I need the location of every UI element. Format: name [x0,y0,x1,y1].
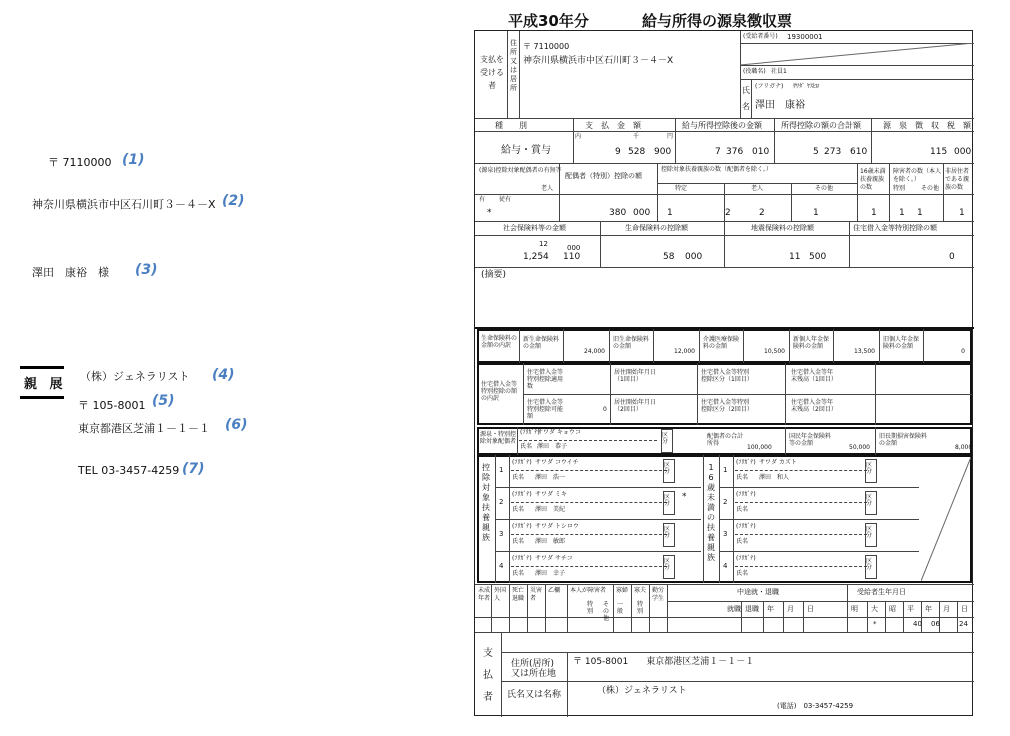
spouse-status-sub: 老人 [541,185,554,192]
recipient-name: 澤田 康裕 [755,100,805,111]
payer-name: （株）ジェネラリスト [597,686,687,696]
divider [559,163,560,221]
withholding-amount-1: 115 [930,147,948,157]
spouse-row-label: 源泉・特別控除対象配偶者 [480,431,517,445]
divider [567,584,568,632]
name-label: 氏名 [742,86,750,111]
life-item-label: 旧生命保険料の金額 [613,336,650,350]
divider [697,363,698,425]
divider [791,183,792,221]
disabled-header: 障害者の数（本人を除く。） [893,168,942,183]
divider [519,329,520,363]
dependent-furigana-label: (ﾌﾘｶﾞﾅ) [736,491,756,498]
status-header: 死亡退職 [512,587,525,602]
dependent-kubun: 区分 [664,494,671,507]
under16-header: 16歳未満扶養親族の数 [860,168,886,191]
annotation-6: (6) [225,417,248,433]
dependent-kubun: 区分 [866,494,873,507]
payment-type: 給与・賞与 [501,145,551,156]
divider [849,221,850,267]
dependent-name: 澤田 和人 [759,474,790,481]
spouse-status-header: (源泉)控除対象配偶者の有無等 [479,167,562,174]
divider [943,163,944,221]
dependent-name-label: 氏名 [512,506,525,513]
ins-header-life: 生命保険料の控除額 [625,224,688,232]
receiver-no-label: (受給者番号) [743,33,778,40]
spouse-kubun: 区分 [662,432,669,445]
dependent-furigana-label: (ﾌﾘｶﾞﾅ) [736,555,756,562]
position-label: (役職名) [743,68,766,75]
divider [733,551,734,583]
divider [785,427,786,455]
divider [475,267,974,268]
divider [509,551,510,583]
ins-header-quake: 地震保険料の控除額 [751,224,814,232]
dependent-name: 澤田 敏郎 [535,538,566,545]
divider [763,601,764,632]
kyuchoki-label: 旧長期損害保険料の金額 [879,433,928,447]
dependent-kubun: 区分 [866,462,873,475]
birth-value: 40 [913,620,922,628]
divider [867,601,868,632]
annotation-4: (4) [212,367,235,383]
unit-yen: 円 [667,133,674,140]
under16-count: 1 [871,208,877,218]
divider [741,601,742,632]
status-header: 本人が障害者 [570,587,607,594]
withholding-amount-2: 000 [954,147,972,157]
divider [610,363,611,425]
dependent-furigana-label: (ﾌﾘｶﾞﾅ) [512,555,532,562]
after-amount-2: 376 [726,147,744,157]
divider [511,566,667,567]
divider [774,119,775,163]
dependent-kubun: 区分 [866,526,873,539]
dep-sub-other: その他 [815,185,834,192]
divider [875,427,876,455]
envelope-recipient-name: 澤田 康裕 様 [32,266,109,279]
divider [657,163,658,221]
row-label-yes: 有 [479,196,486,203]
divider [785,363,786,425]
midway-sub: 就職 [727,605,741,613]
dependent-name-label: 氏名 [512,570,525,577]
divider [609,329,610,363]
birth-sub: 昭 [889,605,896,613]
dependent-furigana: サワダ トシロウ [535,523,579,530]
housing-r2-c1: 住宅借入金等特別控除可能額 [527,399,564,420]
divider [923,329,924,363]
disabled-sub-special: 特別 [893,185,906,192]
dependent-number: 1 [723,466,728,474]
dep-star: * [682,492,687,502]
divider [740,79,974,80]
amounts-header-payment: 支 払 金 額 [585,121,641,130]
midway-header: 中途就・退職 [737,588,779,596]
midway-sub: 日 [807,605,814,613]
divider [719,551,919,552]
social-amount-2: 000 [567,244,581,252]
spouse-amount-2: 000 [633,208,651,218]
divider [511,470,667,471]
payer-tel: (電話) 03-3457-4259 [777,702,854,710]
dependent-furigana: サワダ ミキ [535,491,567,498]
divider [509,584,510,632]
dep-sub-specific: 特定 [675,185,688,192]
status-header: 勤労学生 [652,587,665,602]
divider [875,363,876,425]
dependent-name-label: 氏名 [736,506,749,513]
divider [501,652,974,653]
dependent-kubun: 区分 [664,462,671,475]
after-amount-3: 010 [752,147,770,157]
birth-era-mark: * [873,620,877,628]
housing-r2-c3: 住宅借入金等特別控除区分（2回目） [701,399,753,413]
kyuchoki-amount: 8,000 [955,444,973,451]
payment-amount-3: 900 [654,147,672,157]
divider [719,487,919,488]
divider [527,584,528,632]
dependent-name: 澤田 浩一 [535,474,566,481]
payer-address: 〒 105-8001 東京都港区芝浦１－１－１ [573,657,755,667]
disabled-count-2: 1 [917,208,923,218]
ins-header-housing: 住宅借入金等特別控除の額 [853,224,937,232]
spouse-income-label: 配偶者の合計所得 [707,433,744,447]
spouse-income: 100,000 [747,444,772,451]
birth-value: 24 [959,620,968,628]
midway-sub: 年 [767,605,774,613]
dependent-furigana-label: (ﾌﾘｶﾞﾅ) [736,459,756,466]
divider [879,329,880,363]
dependents-header: 控除対象扶養親族の数（配偶者を除く。） [661,166,772,173]
life-item-value: 12,000 [674,348,695,355]
life-item-value: 0 [961,348,965,355]
quake-amount-2: 500 [809,252,827,262]
deduct-amount-3: 610 [850,147,868,157]
divider [740,65,974,66]
dependent-furigana: サワダ サチコ [535,555,573,562]
divider [519,440,657,441]
life-item-value: 10,500 [764,348,785,355]
disabled-sub-other: その他 [921,185,940,192]
position-value: 社員1 [771,68,787,75]
divider [475,617,974,618]
dependent-number: 4 [723,562,728,570]
nenkin-label: 国民年金保険料等の金額 [789,433,832,447]
dependent-number: 2 [723,498,728,506]
divider [475,131,974,132]
birth-sub: 平 [907,605,914,613]
divider [495,519,701,520]
dep-sub-elderly: 老人 [751,185,764,192]
dependent-name-label: 氏名 [736,570,749,577]
divider [567,652,568,717]
divider [803,601,804,632]
divider [657,183,857,184]
housing-detail-label: 住宅借入金等特別控除の額の内訳 [481,381,518,402]
status-sub: 特別 [587,601,594,615]
sender-company: （株）ジェネラリスト [80,370,190,383]
divider [600,221,601,267]
divider [699,329,700,363]
divider [847,584,848,632]
divider [735,502,867,503]
under16-label: 16歳未満の扶養親族 [707,463,715,562]
dep-count-3: 2 [759,208,765,218]
divider [517,427,518,455]
divider [545,584,546,632]
annotation-7: (7) [182,461,205,477]
dependent-number: 4 [499,562,504,570]
dependent-name-label: 氏名 [512,474,525,481]
divider [523,394,972,395]
birth-sub: 大 [871,605,878,613]
spouse-mark: * [487,208,492,218]
divider [573,119,574,163]
housing-amount: 0 [949,252,955,262]
after-amount-1: 7 [715,147,721,157]
life-item-value: 13,500 [854,348,875,355]
divider [475,584,974,585]
divider [885,601,886,632]
spouse-name-label: 氏名 [520,443,533,450]
housing-r2-c2: 居住開始年月日（2回目） [614,399,657,413]
housing-r1-c1: 住宅借入金等特別控除適用数 [527,369,564,390]
dependent-kubun: 区分 [866,558,873,571]
dependent-name-label: 氏名 [512,538,525,545]
amounts-header-deduct: 所得控除の額の合計額 [781,121,861,130]
life-item-label: 新個人年金保険料の金額 [793,336,830,350]
birth-sub: 年 [925,605,932,613]
midway-sub: 月 [787,605,794,613]
status-sub: その他 [603,601,610,622]
dependent-name-label: 氏名 [736,474,749,481]
life-detail-label: 生命保険料の金額の内訳 [481,335,518,349]
right-diagonal [921,457,971,581]
dependents-label: 控除対象扶養親族 [482,463,490,542]
dependent-furigana-label: (ﾌﾘｶﾞﾅ) [512,523,532,530]
dependent-name-label: 氏名 [736,538,749,545]
life-item-value: 24,000 [584,348,605,355]
deduct-amount-1: 5 [813,147,819,157]
birth-sub: 月 [943,605,950,613]
quake-amount-1: 11 [789,252,801,262]
remarks-label: (摘要) [481,270,507,280]
divider [649,584,650,632]
social-amount-1: 12 [539,240,548,248]
divider [735,534,867,535]
form-title: 給与所得の源泉徴収票 [642,12,793,30]
divider [667,601,974,602]
housing-r1-c3: 住宅借入金等特別控除区分（1回目） [701,369,753,383]
dependent-number: 3 [499,530,504,538]
dep-count-1: 1 [667,208,673,218]
divider [724,221,725,267]
annotation-3: (3) [135,262,158,278]
annotation-1: (1) [122,152,145,168]
birth-sub: 明 [851,605,858,613]
divider [733,487,734,519]
divider [889,163,890,221]
spouse-furigana-label: (ﾌﾘｶﾞﾅ) [520,429,540,436]
nonresident-count: 1 [959,208,965,218]
birth-sub: 日 [961,605,968,613]
dependent-kubun: 区分 [664,558,671,571]
divider [735,566,867,567]
status-header: 外国人 [494,587,507,602]
life-item-label: 介護医療保険料の金額 [703,336,740,350]
status-header: 寡婦 [616,587,629,594]
divider [789,329,790,363]
confidential-mark: 親 展 [24,377,67,392]
receiver-no: 19300001 [787,33,823,41]
divider [509,487,510,519]
divider [871,119,872,163]
disabled-count-1: 1 [899,208,905,218]
divider [509,455,510,487]
unit-uchi: 内 [575,133,582,140]
divider [495,551,701,552]
spouse-amount-1: 380 [609,208,627,218]
withholding-slip [474,30,973,716]
amounts-header-after: 給与所得控除後の金額 [682,121,762,130]
dependent-furigana: サワダ コウイチ [535,459,579,466]
divider [667,584,668,632]
furigana-label: (フリガナ) [755,83,784,90]
dep-count-4: 1 [813,208,819,218]
status-header: 未成年者 [478,587,491,602]
dependent-number: 3 [723,530,728,538]
housing-r1-c4: 住宅借入金等年末残高（1回目） [791,369,837,383]
divider [857,163,858,221]
recipient-address: 神奈川県横浜市中区石川町３－４－X [523,56,674,66]
divider [783,601,784,632]
recipient-furigana: ｻﾜﾀﾞ ﾔｽﾋﾛ [793,83,819,90]
payment-amount-2: 528 [628,147,646,157]
amounts-header-type: 種 別 [495,121,527,130]
divider [501,632,502,717]
divider [511,502,667,503]
recipient-postal: 〒 7110000 [523,42,570,51]
address-label: 住所又は居所 [510,39,517,92]
divider [719,519,919,520]
divider [903,601,904,632]
dependent-number: 1 [499,466,504,474]
life-item-label: 新生命保険料の金額 [523,336,560,350]
divider [507,31,508,119]
sender-address: 東京都港区芝浦１－１－１ [78,422,210,435]
dependent-kubun: 区分 [664,526,671,539]
divider [511,534,667,535]
divider [675,119,676,163]
divider [519,31,520,119]
divider [491,584,492,632]
divider [735,470,867,471]
life-amount-2: 000 [685,252,703,262]
divider [703,455,704,583]
nonresident-header: 非居住者である親族の数 [945,168,970,191]
envelope-postal: 〒 7110000 [48,156,112,169]
dependent-furigana-label: (ﾌﾘｶﾞﾅ) [512,491,532,498]
spouse-name: 澤田 恭子 [537,443,568,450]
deduct-amount-2: 273 [824,147,842,157]
divider [631,584,632,632]
envelope-address: 神奈川県横浜市中区石川町３－４－X [32,198,216,211]
status-sub: 一般 [617,601,624,615]
divider [501,681,974,682]
nenkin-amount: 50,000 [849,444,870,451]
dep-count-2: 2 [725,208,731,218]
social-amount-3: 1,254 [523,252,549,262]
dependent-furigana-label: (ﾌﾘｶﾞﾅ) [512,459,532,466]
dependent-name: 澤田 幸子 [535,570,566,577]
housing-r1-c2: 居住開始年月日（1回目） [614,369,657,383]
status-header: 寡夫 [634,587,647,594]
confidential-bottom-bar [20,396,64,399]
dependent-number: 2 [499,498,504,506]
annotation-5: (5) [152,393,175,409]
form-title-year: 平成30年分 [508,12,589,30]
divider [495,487,701,488]
sender-postal: 〒 105-8001 [78,399,146,412]
divider [475,632,974,633]
payment-amount-1: 9 [615,147,621,157]
sender-tel: TEL 03-3457-4259 [78,464,180,477]
dependent-furigana: サワダ カズト [759,459,797,466]
midway-sub: 退職 [745,605,759,613]
birth-value: 06 [931,620,940,628]
spouse-deduction-header: 配偶者（特別）控除の額 [565,172,642,180]
birth-header: 受給者生年月日 [857,588,906,596]
divider [653,329,654,363]
status-sub: 特別 [637,601,644,615]
divider [733,519,734,551]
spouse-furigana: サワダ キョウコ [537,429,581,436]
row-label-sub: 従有 [499,196,512,203]
dependent-name: 澤田 美紀 [535,506,566,513]
annotation-2: (2) [222,193,245,209]
recipient-label: 支払を受ける者 [480,55,504,90]
divider [957,601,958,632]
divider [751,79,752,119]
confidential-top-bar [20,366,64,369]
blank-diagonal [740,43,974,65]
life-amount-1: 58 [663,252,675,262]
payer-address-label: 住所(居所)又は所在地 [511,659,557,679]
divider [613,584,614,632]
unit-thousand: 千 [633,133,640,140]
payer-label: 支払者 [483,648,493,703]
amounts-header-withholding: 源 泉 徴 収 税 額 [883,121,971,130]
dependent-furigana-label: (ﾌﾘｶﾞﾅ) [736,523,756,530]
housing-possible-value: 0 [603,406,607,413]
divider [833,329,834,363]
status-header: 災害者 [530,587,543,602]
divider [509,519,510,551]
divider [743,329,744,363]
status-header: 乙欄 [548,587,561,594]
housing-r2-c4: 住宅借入金等年末残高（2回目） [791,399,837,413]
payer-name-label: 氏名又は名称 [507,690,562,700]
divider [733,455,734,487]
ins-header-social: 社会保険料等の金額 [503,224,566,232]
social-amount-4: 110 [563,252,581,262]
divider [563,329,564,363]
life-item-label: 旧個人年金保険料の金額 [883,336,920,350]
divider [475,163,974,164]
